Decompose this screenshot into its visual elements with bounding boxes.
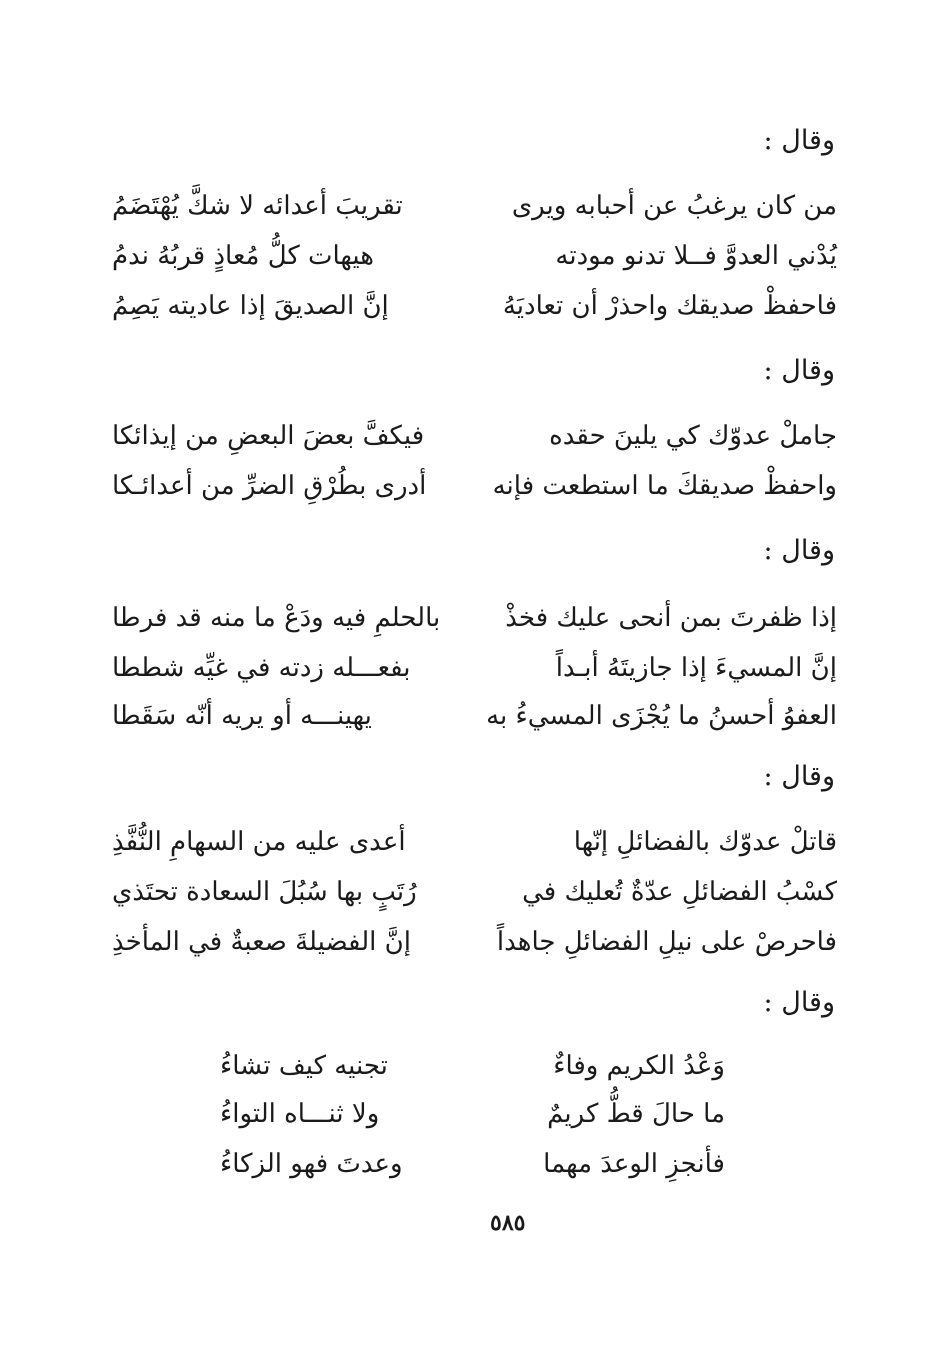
second-hemistich: ولا ثنـــاه التواءُ: [220, 1099, 380, 1129]
first-hemistich: قاتلْ عدوّك بالفضائلِ إنّها: [573, 827, 837, 857]
verse-line: [112, 822, 837, 862]
verse-line: [112, 648, 837, 688]
first-hemistich: وَعْدُ الكريم وفاءٌ: [553, 1051, 725, 1081]
second-hemistich: هيهات كلُّ مُعاذٍ قربُهُ ندمُ: [112, 241, 374, 271]
second-hemistich: فيكفَّ بعضَ البعضِ من إيذائكا: [112, 421, 425, 451]
verse-line: [112, 466, 837, 506]
first-hemistich: من كان يرغبُ عن أحبابه ويرى: [511, 191, 837, 221]
second-hemistich: تقريبَ أعدائه لا شكَّ يُهْتَضَمُ: [112, 191, 403, 221]
verse-line: [220, 1046, 725, 1086]
verse-line: [220, 1094, 725, 1134]
first-hemistich: كسْبُ الفضائلِ عدّةٌ تُعليك في: [522, 877, 837, 907]
verse-line: [112, 186, 837, 226]
first-hemistich: فاحفظْ صديقك واحذرْ أن تعاديَهُ: [502, 291, 837, 321]
second-hemistich: إنَّ الفضيلةَ صعبةٌ في المأخذِ: [112, 927, 411, 957]
second-hemistich: بفعـــله زدته في غيِّه شططا: [112, 653, 411, 683]
section-heading: وقال :: [763, 987, 835, 1018]
first-hemistich: واحفظْ صديقكَ ما استطعت فإنه: [492, 471, 837, 501]
second-hemistich: أدرى بطُرْقِ الضرِّ من أعدائـكا: [112, 471, 427, 501]
verse-line: [112, 922, 837, 962]
first-hemistich: العفوُ أحسنُ ما يُجْزَى المسيءُ به: [486, 701, 837, 731]
verse-line: [112, 416, 837, 456]
first-hemistich: فأنجزِ الوعدَ مهما: [543, 1149, 725, 1179]
section-heading: وقال :: [763, 535, 835, 566]
first-hemistich: فاحرصْ على نيلِ الفضائلِ جاهداً: [496, 927, 837, 957]
first-hemistich: إنَّ المسيءَ إذا جازيتَهُ أبـداً: [555, 653, 837, 683]
first-hemistich: جاملْ عدوّك كي يلينَ حقده: [549, 421, 837, 451]
first-hemistich: يُدْني العدوَّ فــلا تدنو مودته: [555, 241, 837, 271]
section-heading: وقال :: [763, 355, 835, 386]
verse-line: [112, 236, 837, 276]
second-hemistich: تجنيه كيف تشاءُ: [220, 1051, 388, 1081]
second-hemistich: أعدى عليه من السهامِ النُّفَّذِ: [112, 827, 406, 857]
section-heading: وقال :: [763, 761, 835, 792]
page-number: ٥٨٥: [490, 1210, 526, 1236]
second-hemistich: رُتَبٍ بها سُبُلَ السعادة تحتَذي: [112, 877, 417, 907]
verse-line: [112, 598, 837, 638]
first-hemistich: ما حالَ قطُّ كريمٌ: [547, 1099, 725, 1129]
first-hemistich: إذا ظفرتَ بمن أنحى عليك فخذْ: [505, 603, 837, 633]
verse-line: [112, 286, 837, 326]
second-hemistich: يهينـــه أو يريه أنّه سَقَطا: [112, 701, 372, 731]
second-hemistich: إنَّ الصديقَ إذا عاديته يَصِمُ: [112, 291, 389, 321]
second-hemistich: وعدتَ فهو الزكاءُ: [220, 1149, 403, 1179]
section-heading: وقال :: [763, 125, 835, 156]
verse-line: [112, 696, 837, 736]
second-hemistich: بالحلمِ فيه ودَعْ ما منه قد فرطا: [112, 603, 441, 633]
verse-line: [112, 872, 837, 912]
verse-line: [220, 1144, 725, 1184]
